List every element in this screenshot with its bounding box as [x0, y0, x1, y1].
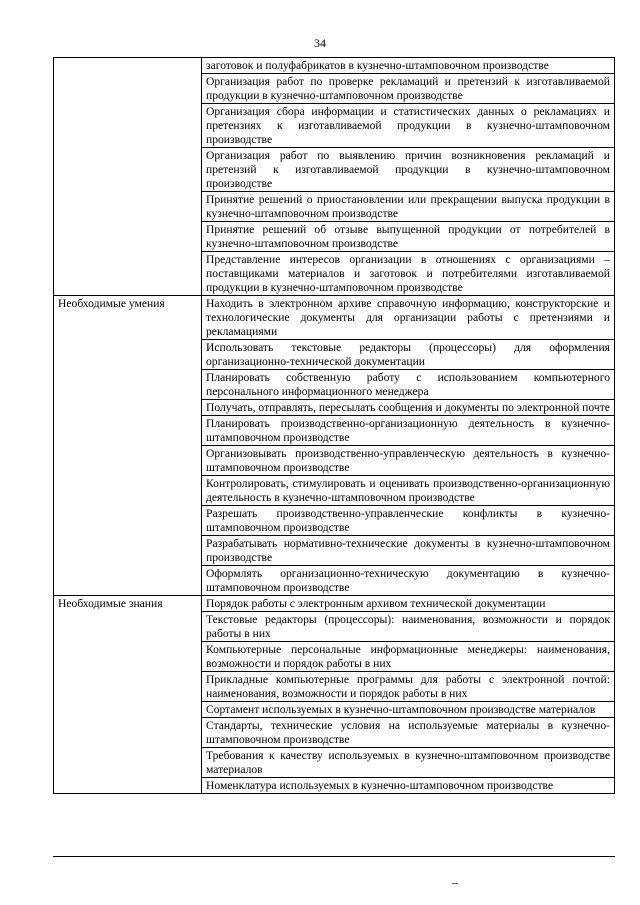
requirement-entry: Разрешать производственно-управленческие конфликты в кузнечно-штамповочном производстве — [202, 506, 615, 536]
page-bottom-rule — [53, 856, 615, 857]
requirement-entry: Порядок работы с электронным архивом технической документации — [202, 596, 615, 612]
requirement-entry: Организация сбора информации и статистических данных о рекламациях и претензиях к изготавливаемой продукции в кузнечно-штамповочном производстве — [202, 104, 615, 148]
page-number: 34 — [314, 36, 326, 50]
requirement-entry: Представление интересов организации в отношениях с организациями – поставщиками материалов и заготовок и потребителями изготавливаемой продукции в кузнечно-штамповочном производстве — [202, 252, 615, 296]
table-row — [54, 58, 615, 74]
requirement-entry: Контролировать, стимулировать и оценивать производственно-организационную деятельность в кузнечно-штамповочном производстве — [202, 476, 615, 506]
requirement-entry: Текстовые редакторы (процессоры): наименования, возможности и порядок работы в них — [202, 612, 615, 642]
section-label: Необходимые знания — [54, 596, 202, 794]
requirement-entry: Компьютерные персональные информационные менеджеры: наименования, возможности и порядок работы в них — [202, 642, 615, 672]
requirement-entry: Номенклатура используемых в кузнечно-штамповочном производстве — [202, 778, 615, 794]
requirement-entry: Разрабатывать нормативно-технические документы в кузнечно-штамповочном производстве — [202, 536, 615, 566]
requirement-entry: Оформлять организационно-техническую документацию в кузнечно-штамповочном производстве — [202, 566, 615, 596]
requirements-table-body — [54, 58, 615, 794]
requirement-entry: заготовок и полуфабрикатов в кузнечно-штамповочном производстве — [202, 58, 615, 74]
requirement-entry: Организация работ по выявлению причин возникновения рекламаций и претензий к изготавливаемой продукции в кузнечно-штамповочном производстве — [202, 148, 615, 192]
section-label — [54, 58, 202, 296]
requirement-entry: Получать, отправлять, пересылать сообщения и документы по электронной почте — [202, 400, 615, 416]
table-row — [54, 296, 615, 340]
requirement-entry: Находить в электронном архиве справочную информацию, конструкторские и технологические документы для организации работы с претензиями и рекламациями — [202, 296, 615, 340]
requirements-table — [53, 57, 615, 794]
table-row — [54, 596, 615, 612]
requirement-entry: Планировать производственно-организационную деятельность в кузнечно-штамповочном производстве — [202, 416, 615, 446]
requirement-entry: Принятие решений о приостановлении или прекращении выпуска продукции в кузнечно-штамповочном производстве — [202, 192, 615, 222]
requirement-entry: Организация работ по проверке рекламаций и претензий к изготавливаемой продукции в кузнечно-штамповочном производстве — [202, 74, 615, 104]
requirement-entry: Сортамент используемых в кузнечно-штамповочном производстве материалов — [202, 702, 615, 718]
section-label: Необходимые умения — [54, 296, 202, 596]
requirement-entry: Прикладные компьютерные программы для работы с электронной почтой: наименования, возможности и порядок работы в них — [202, 672, 615, 702]
requirement-entry: Требования к качеству используемых в кузнечно-штамповочном производстве материалов — [202, 748, 615, 778]
requirement-entry: Стандарты, технические условия на используемые материалы в кузнечно-штамповочном производстве — [202, 718, 615, 748]
scan-speck — [452, 883, 458, 884]
requirement-entry: Принятие решений об отзыве выпущенной продукции от потребителей в кузнечно-штамповочном производстве — [202, 222, 615, 252]
requirement-entry: Организовывать производственно-управленческую деятельность в кузнечно-штамповочном производстве — [202, 446, 615, 476]
requirement-entry: Планировать собственную работу с использованием компьютерного персонального информационного менеджера — [202, 370, 615, 400]
requirement-entry: Использовать текстовые редакторы (процессоры) для оформления организационно-технической документации — [202, 340, 615, 370]
